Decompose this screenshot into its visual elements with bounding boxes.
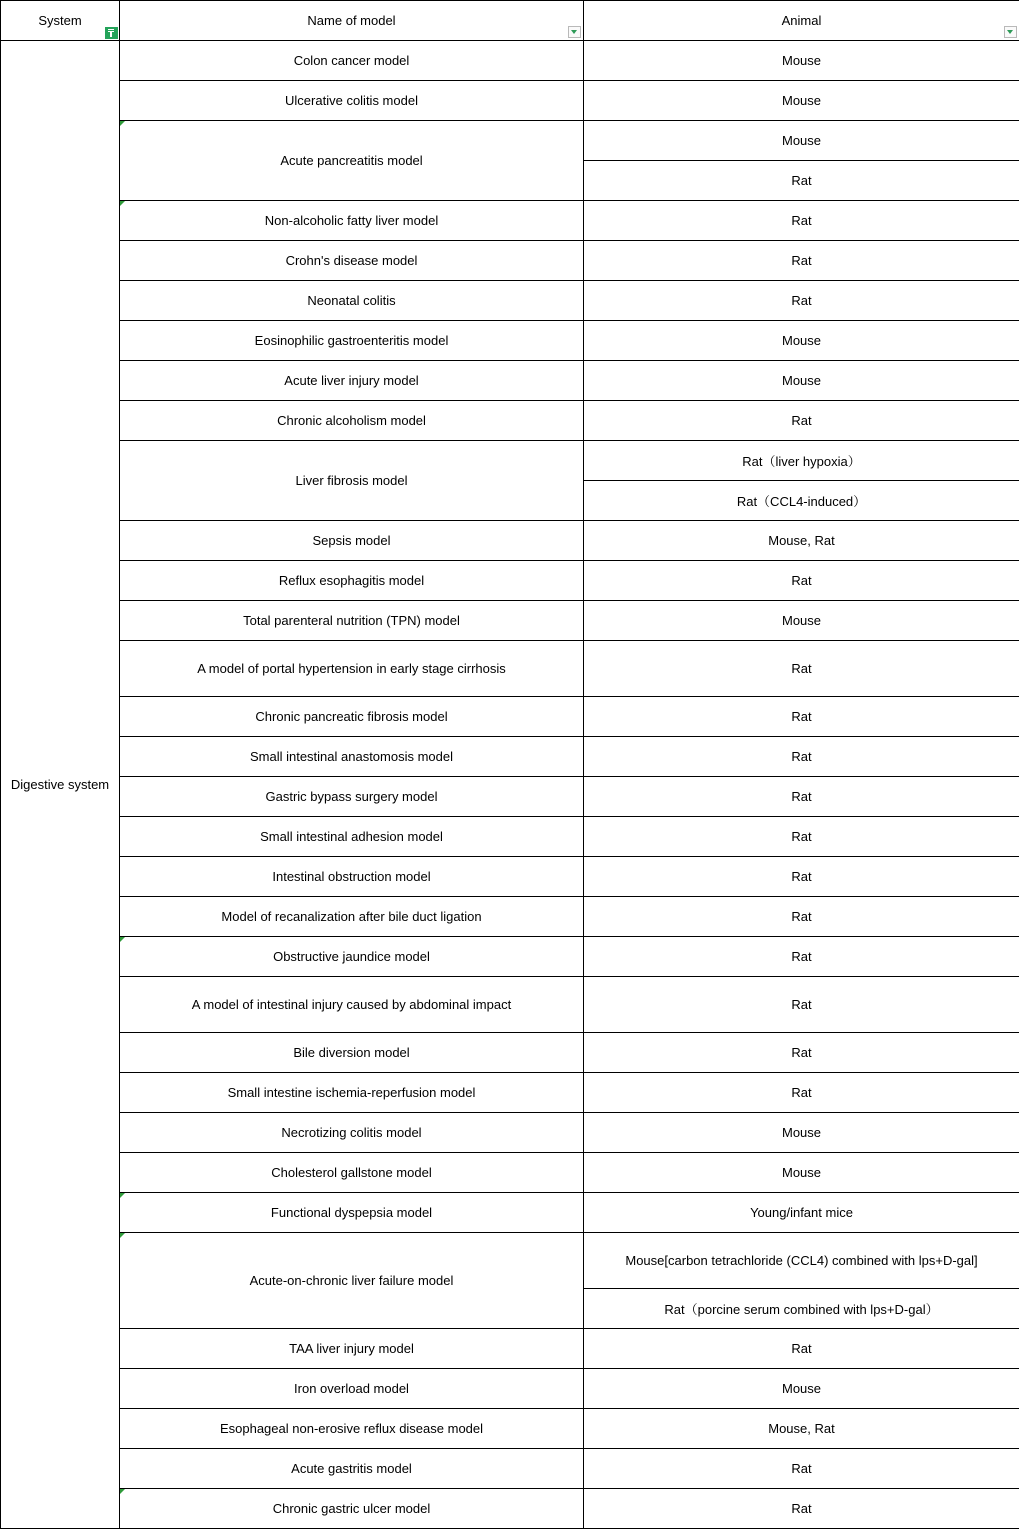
table-row	[1, 977, 1019, 1033]
model-name-cell[interactable]	[120, 1369, 584, 1409]
table-row	[1, 897, 1019, 937]
model-name: Obstructive jaundice model	[273, 949, 430, 964]
model-name: Acute gastritis model	[291, 1461, 412, 1476]
model-name: Iron overload model	[294, 1381, 409, 1396]
cell-marker-icon	[120, 121, 125, 126]
model-name: Chronic gastric ulcer model	[272, 1501, 431, 1516]
table-row	[1, 41, 1019, 81]
cell-marker-icon	[120, 1489, 125, 1494]
model-name: Small intestinal anastomosis model	[249, 749, 454, 764]
animal-cell[interactable]: Rat	[584, 1329, 1019, 1369]
animal-cell[interactable]: Rat	[584, 561, 1019, 601]
system-cell[interactable]: Digestive system	[1, 41, 120, 1529]
table-row	[1, 1369, 1019, 1409]
animal-cell[interactable]: Mouse[carbon tetrachloride (CCL4) combined with lps+D-gal]	[584, 1233, 1019, 1289]
table-row	[1, 81, 1019, 121]
table-row	[1, 937, 1019, 977]
model-name-cell[interactable]	[120, 281, 584, 321]
animal-cell[interactable]: Rat	[584, 241, 1019, 281]
animal-cell[interactable]: Mouse	[584, 321, 1019, 361]
table-row	[1, 201, 1019, 241]
animal-cell[interactable]: Rat	[584, 737, 1019, 777]
table-row	[1, 1489, 1019, 1529]
model-name-cell[interactable]	[120, 401, 584, 441]
animal-cell[interactable]: Rat	[584, 161, 1019, 201]
table-row	[1, 1233, 1019, 1289]
model-name: Small intestine ischemia-reperfusion model	[227, 1085, 476, 1100]
model-name-cell[interactable]	[120, 1489, 584, 1529]
model-name-cell[interactable]	[120, 737, 584, 777]
model-name: Neonatal colitis	[307, 293, 396, 308]
animal-cell[interactable]: Mouse, Rat	[584, 1409, 1019, 1449]
table-row	[1, 697, 1019, 737]
model-name-cell[interactable]	[120, 697, 584, 737]
table-row	[1, 241, 1019, 281]
animal-cell[interactable]: Rat	[584, 817, 1019, 857]
model-name-cell[interactable]	[120, 1073, 584, 1113]
model-name: Cholesterol gallstone model	[271, 1165, 432, 1180]
model-name: Total parenteral nutrition (TPN) model	[243, 613, 460, 628]
table-row	[1, 321, 1019, 361]
model-name: Small intestinal adhesion model	[260, 829, 443, 844]
model-name-cell[interactable]	[120, 41, 584, 81]
header-row	[1, 1, 1019, 41]
table-row	[1, 777, 1019, 817]
model-name-cell[interactable]	[120, 1113, 584, 1153]
model-name: TAA liver injury model	[289, 1341, 414, 1356]
model-name-cell[interactable]	[120, 361, 584, 401]
cell-marker-icon	[120, 1233, 125, 1238]
model-name-cell[interactable]	[120, 937, 584, 977]
model-name-cell[interactable]	[120, 241, 584, 281]
model-name: Model of recanalization after bile duct ligation	[221, 909, 482, 924]
model-name: Acute pancreatitis model	[280, 153, 423, 168]
model-name-cell[interactable]	[120, 321, 584, 361]
animal-cell[interactable]: Rat	[584, 1033, 1019, 1073]
animal-cell[interactable]: Rat	[584, 897, 1019, 937]
table-row	[1, 817, 1019, 857]
model-name-cell[interactable]	[120, 201, 584, 241]
model-name: Bile diversion model	[293, 1045, 410, 1060]
model-name: Acute-on-chronic liver failure model	[249, 1273, 454, 1288]
animal-cell[interactable]: Mouse	[584, 41, 1019, 81]
header-animal[interactable]	[584, 1, 1019, 41]
model-name-cell[interactable]	[120, 561, 584, 601]
animal-cell[interactable]: Rat	[584, 1073, 1019, 1113]
model-name-cell[interactable]	[120, 817, 584, 857]
table-row	[1, 1153, 1019, 1193]
table-row	[1, 1193, 1019, 1233]
model-name: Acute liver injury model	[284, 373, 419, 388]
animal-cell[interactable]: Rat	[584, 641, 1019, 697]
header-name[interactable]	[120, 1, 584, 41]
animal-cell[interactable]: Rat	[584, 977, 1019, 1033]
table-row	[1, 561, 1019, 601]
model-name-cell[interactable]	[120, 977, 584, 1033]
filter-dropdown-icon[interactable]	[1004, 26, 1017, 38]
table-row	[1, 737, 1019, 777]
model-name: Liver fibrosis model	[295, 473, 408, 488]
table-row	[1, 1409, 1019, 1449]
model-name: Chronic alcoholism model	[277, 413, 426, 428]
model-name: Intestinal obstruction model	[272, 869, 431, 884]
animal-cell[interactable]: Rat（liver hypoxia）	[584, 441, 1019, 481]
animal-cell[interactable]: Rat	[584, 777, 1019, 817]
model-name: Chronic pancreatic fibrosis model	[255, 709, 448, 724]
model-name-cell[interactable]	[120, 1409, 584, 1449]
animal-cell[interactable]: Mouse, Rat	[584, 521, 1019, 561]
table-row	[1, 601, 1019, 641]
animal-cell[interactable]: Mouse	[584, 361, 1019, 401]
cell-marker-icon	[120, 201, 125, 206]
model-name: Gastric bypass surgery model	[265, 789, 438, 804]
model-name: Non-alcoholic fatty liver model	[264, 213, 439, 228]
model-name-cell[interactable]	[120, 521, 584, 561]
animal-cell[interactable]: Mouse	[584, 1369, 1019, 1409]
table-row	[1, 1073, 1019, 1113]
animal-cell[interactable]: Rat	[584, 201, 1019, 241]
header-system[interactable]	[1, 1, 120, 41]
animal-cell[interactable]: Mouse	[584, 601, 1019, 641]
model-name-cell[interactable]	[120, 1153, 584, 1193]
table-row	[1, 401, 1019, 441]
animal-cell[interactable]: Rat（CCL4-induced）	[584, 481, 1019, 521]
animal-cell[interactable]: Mouse	[584, 121, 1019, 161]
table-row	[1, 1033, 1019, 1073]
model-name: Functional dyspepsia model	[270, 1205, 433, 1220]
model-name-cell[interactable]	[120, 1193, 584, 1233]
animal-cell[interactable]: Mouse	[584, 81, 1019, 121]
animal-cell[interactable]: Rat	[584, 1489, 1019, 1529]
model-name-cell[interactable]	[120, 1449, 584, 1489]
cell-marker-icon	[120, 937, 125, 942]
animal-cell[interactable]: Rat	[584, 281, 1019, 321]
model-name: Reflux esophagitis model	[278, 573, 425, 588]
table-row	[1, 1449, 1019, 1489]
table-row	[1, 1113, 1019, 1153]
model-name-cell[interactable]	[120, 1329, 584, 1369]
animal-cell[interactable]: Rat	[584, 401, 1019, 441]
model-name-cell[interactable]	[120, 1033, 584, 1073]
header-name-label: Name of model	[307, 13, 396, 28]
filter-active-icon[interactable]	[105, 27, 118, 39]
model-name: Eosinophilic gastroenteritis model	[254, 333, 449, 348]
model-name: Necrotizing colitis model	[281, 1125, 422, 1140]
model-name: A model of intestinal injury caused by abdominal impact	[191, 997, 512, 1012]
table-row	[1, 361, 1019, 401]
table-row	[1, 121, 1019, 161]
model-name: Ulcerative colitis model	[285, 93, 418, 108]
table-row	[1, 1329, 1019, 1369]
table-row	[1, 441, 1019, 481]
model-name-cell[interactable]	[120, 601, 584, 641]
model-name-cell[interactable]	[120, 897, 584, 937]
table-body	[1, 1, 1019, 1529]
model-name-cell[interactable]	[120, 81, 584, 121]
table-row	[1, 521, 1019, 561]
model-name: Crohn's disease model	[285, 253, 418, 268]
model-name-cell[interactable]	[120, 857, 584, 897]
animal-cell[interactable]: Rat	[584, 697, 1019, 737]
table-row	[1, 641, 1019, 697]
header-system-label: System	[38, 13, 82, 28]
model-name-cell[interactable]	[120, 441, 584, 521]
animal-cell[interactable]: Young/infant mice	[584, 1193, 1019, 1233]
model-name: Sepsis model	[312, 533, 391, 548]
model-name-cell[interactable]	[120, 1233, 584, 1329]
animal-cell[interactable]: Rat	[584, 937, 1019, 977]
table-row	[1, 281, 1019, 321]
model-name-cell[interactable]	[120, 121, 584, 201]
animal-cell[interactable]: Rat（porcine serum combined with lps+D-gal）	[584, 1289, 1019, 1329]
model-name-cell[interactable]	[120, 777, 584, 817]
model-name: Esophageal non-erosive reflux disease model	[219, 1421, 484, 1436]
filter-dropdown-icon[interactable]	[568, 26, 581, 38]
header-animal-label: Animal	[781, 13, 822, 28]
animal-cell[interactable]: Mouse	[584, 1153, 1019, 1193]
model-name-cell[interactable]	[120, 641, 584, 697]
model-name: A model of portal hypertension in early stage cirrhosis	[197, 661, 506, 676]
animal-cell[interactable]: Mouse	[584, 1113, 1019, 1153]
animal-cell[interactable]: Rat	[584, 857, 1019, 897]
table-row	[1, 857, 1019, 897]
model-name: Colon cancer model	[293, 53, 410, 68]
animal-cell[interactable]: Rat	[584, 1449, 1019, 1489]
cell-marker-icon	[120, 1193, 125, 1198]
